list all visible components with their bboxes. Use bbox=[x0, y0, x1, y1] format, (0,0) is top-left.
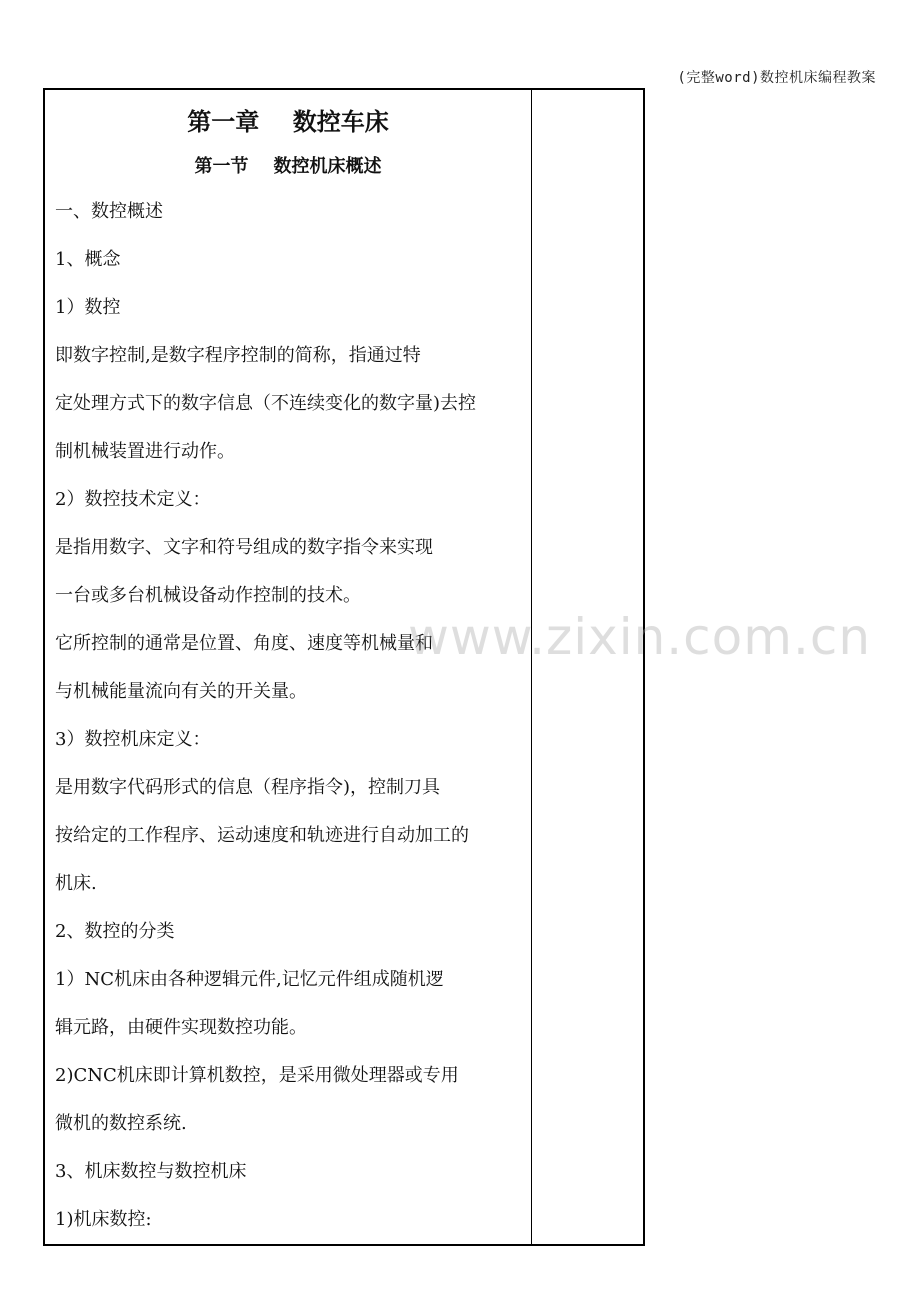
lesson-plan-table bbox=[43, 88, 645, 1246]
text-line: 一台或多台机械设备动作控制的技术。 bbox=[55, 585, 361, 606]
column-divider bbox=[531, 90, 532, 1244]
section-title: 第一节 数控机床概述 bbox=[194, 156, 382, 177]
text-line: 微机的数控系统. bbox=[55, 1113, 187, 1134]
text-line: 1）数控 bbox=[55, 297, 121, 318]
main-content-cell bbox=[45, 90, 531, 1244]
chapter-title: 第一章 数控车床 bbox=[187, 108, 389, 136]
text-line: 是用数字代码形式的信息（程序指令)，控制刀具 bbox=[55, 777, 441, 798]
text-line: 辑元路，由硬件实现数控功能。 bbox=[55, 1017, 307, 1038]
text-line: 定处理方式下的数字信息（不连续变化的数字量)去控 bbox=[55, 393, 477, 414]
document-header-title: (完整word)数控机床编程教案 bbox=[677, 70, 876, 86]
text-line: 与机械能量流向有关的开关量。 bbox=[55, 681, 307, 702]
text-line: 它所控制的通常是位置、角度、速度等机械量和 bbox=[55, 633, 433, 654]
text-line: 一、数控概述 bbox=[55, 201, 163, 222]
text-line: 1)机床数控: bbox=[55, 1209, 152, 1230]
text-line: 2)CNC机床即计算机数控，是采用微处理器或专用 bbox=[55, 1065, 459, 1086]
text-line: 3、机床数控与数控机床 bbox=[55, 1161, 247, 1182]
text-line: 1）NC机床由各种逻辑元件,记忆元件组成随机逻 bbox=[55, 969, 444, 990]
notes-cell bbox=[533, 90, 643, 1244]
text-line: 2）数控技术定义： bbox=[55, 489, 211, 510]
text-line: 3）数控机床定义： bbox=[55, 729, 211, 750]
text-line: 制机械装置进行动作。 bbox=[55, 441, 235, 462]
text-line: 即数字控制,是数字程序控制的简称，指通过特 bbox=[55, 345, 421, 366]
text-line: 1、概念 bbox=[55, 249, 121, 270]
text-line: 2、数控的分类 bbox=[55, 921, 175, 942]
text-line: 按给定的工作程序、运动速度和轨迹进行自动加工的 bbox=[55, 825, 469, 846]
text-line: 机床. bbox=[55, 873, 97, 894]
watermark: www.zixin.com.cn bbox=[408, 608, 872, 666]
text-line: 是指用数字、文字和符号组成的数字指令来实现 bbox=[55, 537, 433, 558]
